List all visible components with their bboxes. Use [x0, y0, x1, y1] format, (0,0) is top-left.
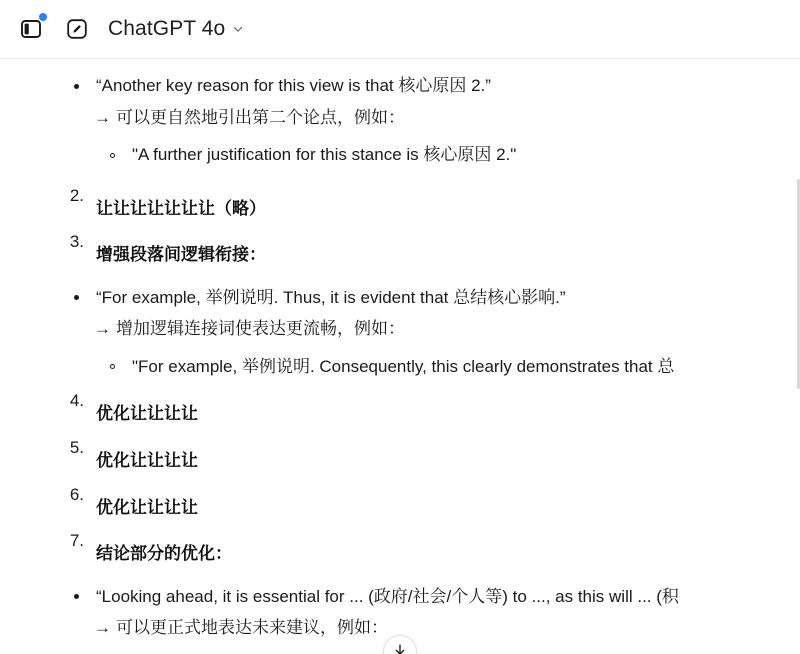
arrow-right-icon: →: [94, 618, 111, 638]
compose-pencil-icon: [65, 17, 89, 41]
arrow-right-icon: →: [94, 107, 111, 127]
list-item: [0, 232, 800, 379]
list-number: 3.: [69, 232, 84, 252]
list-item-heading: 让让让让让让让（略）: [96, 198, 266, 218]
list-item-text: "A further justification for this stance is 核心原因 2.": [132, 145, 517, 164]
list-item-text: “Looking ahead, it is essential for ... (政府/社会/个人等) to ..., as this will ... (积: [96, 586, 679, 606]
list-item: [0, 438, 800, 485]
numbered-list: [0, 186, 800, 641]
chevron-down-icon: [231, 22, 245, 36]
bullet-dot-icon: [110, 153, 115, 158]
sidebar-toggle-button[interactable]: [14, 12, 48, 46]
list-item-children: [60, 279, 800, 380]
list-item-heading: 优化让让让让: [96, 450, 198, 470]
notification-badge-dot: [39, 13, 47, 21]
arrow-down-icon: [392, 642, 408, 654]
arrow-right-icon: →: [94, 319, 111, 339]
child-bullet-list: [60, 584, 800, 610]
list-number: 7.: [69, 531, 84, 551]
nested-bullet-list: [96, 142, 800, 168]
model-name-label: ChatGPT 4o: [108, 17, 226, 40]
list-item-text: "For example, 举例说明. Consequently, this clearly demonstrates that 总: [132, 356, 675, 376]
list-item-heading: 结论部分的优化：: [96, 544, 232, 564]
annotation-text: 增加逻辑连接词使表达更流畅，例如：: [116, 319, 405, 339]
new-chat-button[interactable]: [60, 12, 94, 46]
bullet-dot-icon: [74, 84, 79, 89]
annotation-line: [60, 615, 800, 641]
bullet-dot-icon: [74, 594, 79, 599]
model-selector[interactable]: [108, 17, 245, 41]
list-number: 5.: [69, 437, 84, 457]
nested-bullet-group: [60, 354, 800, 380]
nested-bullet-group: [60, 142, 800, 168]
list-item: [60, 285, 800, 311]
list-number: 2.: [69, 185, 84, 205]
bullet-dot-icon: [74, 295, 79, 300]
list-item: [0, 485, 800, 532]
list-item-text: “For example, 举例说明. Thus, it is evident that 总结核心影响.”: [96, 287, 566, 307]
list-item-heading: 增强段落间逻辑衔接：: [96, 245, 266, 265]
list-number: 4.: [69, 391, 84, 411]
fragment-bullet-list: [60, 73, 800, 99]
list-item: [96, 142, 800, 168]
message-fragment-top: [0, 69, 800, 168]
list-item-heading: 优化让让让让: [96, 404, 198, 424]
list-item: [96, 354, 800, 380]
panel-toggle-icon: [19, 17, 43, 41]
nested-bullet-list: [96, 354, 800, 380]
list-item-children: [60, 578, 800, 641]
list-item: [60, 73, 800, 99]
list-item-text: “Another key reason for this view is that 核心原因 2.”: [96, 76, 491, 95]
annotation-text: 可以更正式地表达未来建议，例如：: [116, 618, 388, 638]
message-content: [0, 59, 800, 654]
list-item: [0, 531, 800, 641]
top-bar: [0, 0, 800, 58]
annotation-text: 可以更自然地引出第二个论点，例如：: [116, 107, 405, 127]
child-bullet-list: [60, 285, 800, 311]
annotation-line: [60, 316, 800, 342]
list-item-heading: 优化让让让让: [96, 497, 198, 517]
annotation-line: [60, 105, 800, 131]
list-item: [0, 186, 800, 233]
list-item: [60, 584, 800, 610]
list-item: [0, 391, 800, 438]
bullet-dot-icon: [110, 364, 115, 369]
list-number: 6.: [69, 484, 84, 504]
